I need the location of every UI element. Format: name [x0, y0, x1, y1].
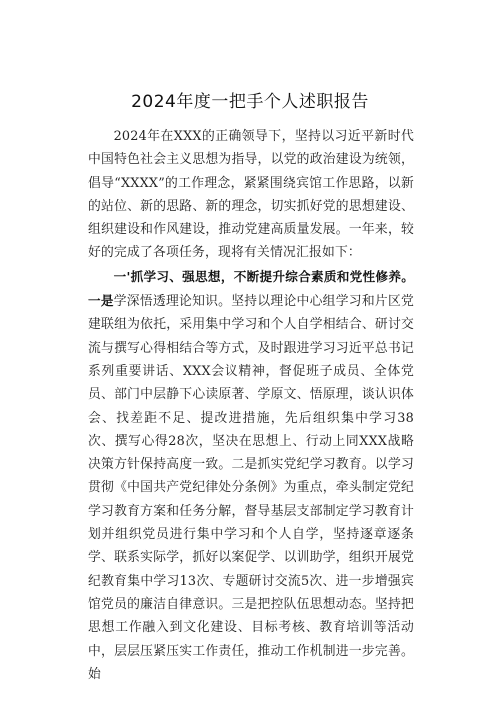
intro-paragraph: 2024年在XXX的正确领导下，坚持以习近平新时代中国特色社会主义思想为指导，以党的政治建设为统领，倡导“XXXX”的工作理念，紧紧围绕宾馆工作思路，以新的站位、新的思路、新的理念，切实抓好党的思想建设、组织建设和作风建设，推动党建高质量发展。一年来，较好的完成了各项任务，现将有关情况汇报如下：	[88, 129, 414, 261]
section-1-paragraph	[88, 265, 414, 686]
section-1-heading: 一'抓学习、强思想，不断提升综合素质和党性修养。一是	[88, 268, 414, 309]
document-title: 2024年度一把手个人述职报告	[131, 92, 369, 112]
document-body	[88, 125, 414, 686]
section-1-body: 学深悟透理论知识。坚持以理论中心组学习和片区党建联组为依托，采用集中学习和个人自学相结合、研讨交流与撰写心得相结合等方式，及时跟进学习习近平总书记系列重要讲话、XXX会议精神，督促班子成员、全体党员、部门中层静下心读原著、学原文、悟原理，谈认识体会、找差距不足、提改进措施，先后组织集中学习38次、撰写心得28次，坚决在思想上、行动上同XXX战略决策方针保持高度一致。二是抓实党纪学习教育。以学习贯彻《中国共产党纪律处分条例》为重点，牵头制定党纪学习教育方案和任务分解，督导基层支部制定学习教育计划并组织党员进行集中学习和个人自学，坚持逐章逐条学、联系实际学，抓好以案促学、以训助学，组织开展党纪教育集中学习13次、专题研讨交流5次、进一步增强宾馆党员的廉洁自律意识。三是把控队伍思想动态。坚持把思想工作融入到文化建设、目标考核、教育培训等活动中，层层压紧压实工作责任，推动工作机制进一步完善。始	[88, 294, 414, 682]
